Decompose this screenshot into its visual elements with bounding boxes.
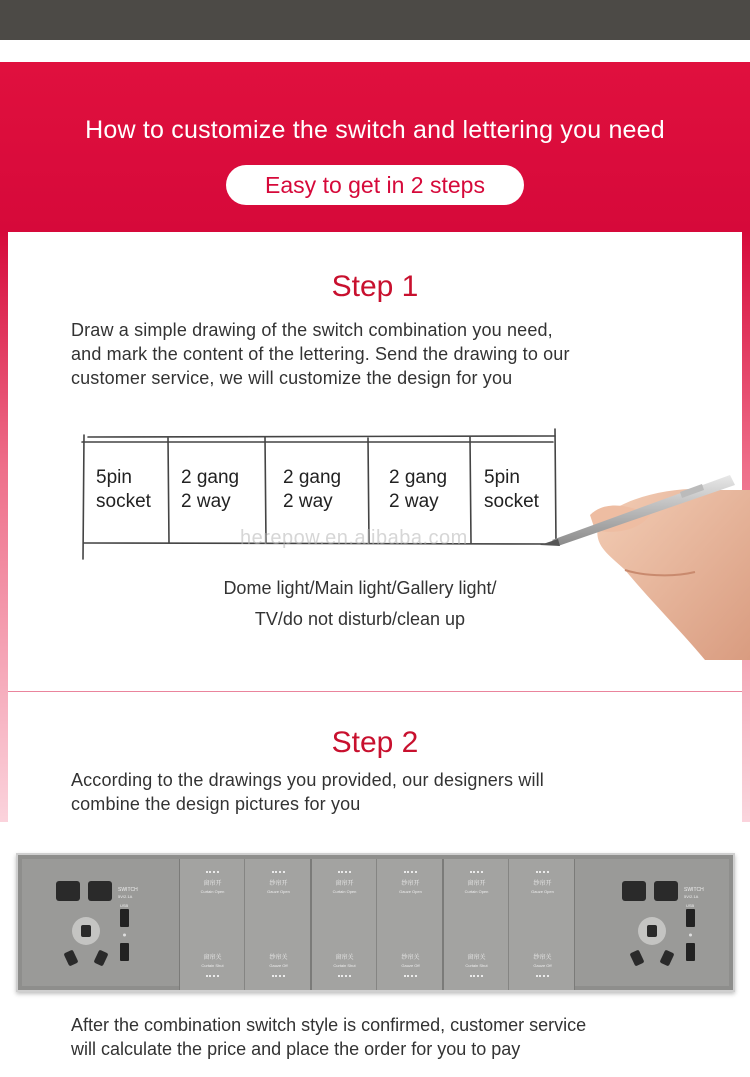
sketch-cell-4	[389, 466, 447, 514]
key-label-top-en: Curtain Open	[332, 889, 357, 894]
key-label-bottom-en: Gauze Off	[269, 963, 288, 968]
cell-label: 2 gang	[389, 467, 448, 488]
step1-caption-line: TV/do not disturb/clean up	[254, 609, 466, 629]
indicator-dots	[206, 871, 219, 873]
switch-key	[180, 859, 245, 990]
indicator-dots	[272, 975, 285, 977]
sketch-cell-2	[181, 466, 239, 514]
key-label-top-en: Curtain Open	[464, 889, 489, 894]
key-label-bottom-en: Curtain Shut	[333, 963, 356, 968]
switch-panel-image	[16, 853, 735, 992]
step2-footer	[71, 1013, 731, 1061]
switch-group-1	[179, 859, 311, 990]
step1-text-line: Draw a simple drawing of the switch combination you need,	[71, 320, 553, 340]
switch-key	[444, 859, 509, 990]
cell-label: 2 way	[181, 491, 231, 512]
step2-title: Step 2	[331, 726, 419, 759]
switch-key	[312, 859, 377, 990]
key-label-top: 窗帘开	[467, 881, 486, 887]
switch-group-2	[311, 859, 443, 990]
cell-label: 2 way	[283, 491, 333, 512]
footer-line: After the combination switch style is confirmed, customer service	[71, 1015, 587, 1035]
socket-sublabel: 5V/2.1A	[118, 894, 133, 899]
header-banner	[0, 62, 750, 232]
sketch-cell-1	[96, 466, 151, 514]
key-label-top: 窗帘开	[203, 881, 222, 887]
sketch-cell-3	[283, 466, 341, 514]
left-socket	[50, 859, 178, 990]
indicator-dots	[536, 871, 549, 873]
switch-key	[378, 859, 443, 990]
key-label-bottom: 窗帘关	[203, 955, 222, 961]
key-label-top: 纱帘开	[533, 881, 552, 887]
indicator-dots	[404, 975, 417, 977]
indicator-dots	[338, 871, 351, 873]
key-label-bottom: 窗帘关	[467, 955, 486, 961]
footer-line: will calculate the price and place the order for you to pay	[71, 1039, 521, 1059]
key-label-top: 窗帘开	[335, 881, 354, 887]
socket-sublabel: 5V/2.1A	[684, 894, 699, 899]
cell-label: 5pin	[484, 467, 520, 488]
page-title: How to customize the switch and lettering you need	[85, 116, 665, 144]
switch-key	[510, 859, 575, 990]
indicator-dots	[536, 975, 549, 977]
key-label-top: 纱帘开	[401, 881, 420, 887]
key-label-top-en: Curtain Open	[200, 889, 225, 894]
key-label-bottom-en: Gauze Off	[533, 963, 552, 968]
socket-outlets-icon	[616, 859, 744, 990]
cell-label: 2 gang	[181, 467, 240, 488]
usb-label: USB	[686, 903, 695, 908]
indicator-dots	[206, 975, 219, 977]
cell-label: 2 way	[389, 491, 439, 512]
cell-label: 5pin	[96, 467, 132, 488]
key-label-bottom-en: Curtain Shut	[201, 963, 224, 968]
key-label-bottom: 纱帘关	[269, 955, 288, 961]
cell-label: socket	[96, 491, 151, 512]
socket-label: SWITCH	[118, 887, 138, 893]
step1-text-line: and mark the content of the lettering. Send the drawing to our	[71, 344, 570, 364]
key-label-bottom: 窗帘关	[335, 955, 354, 961]
socket-label: SWITCH	[684, 887, 704, 893]
key-label-top-en: Gauze Open	[531, 889, 554, 894]
key-label-top: 纱帘开	[269, 881, 288, 887]
switch-group-3	[443, 859, 575, 990]
cell-label: 2 gang	[283, 467, 342, 488]
step1-title: Step 1	[331, 270, 419, 303]
socket-outlets-icon	[50, 859, 178, 990]
key-label-bottom-en: Curtain Shut	[465, 963, 488, 968]
key-label-top-en: Gauze Open	[267, 889, 290, 894]
indicator-dots	[338, 975, 351, 977]
section-divider	[8, 691, 742, 692]
step1-caption-line: Dome light/Main light/Gallery light/	[223, 578, 497, 598]
indicator-dots	[470, 975, 483, 977]
step2-text-line: combine the design pictures for you	[71, 794, 361, 814]
step1-text	[71, 318, 721, 390]
key-label-bottom-en: Gauze Off	[401, 963, 420, 968]
watermark: herepow.en.alibaba.com	[240, 527, 468, 549]
step2-text-line: According to the drawings you provided, our designers will	[71, 770, 544, 790]
cell-label: socket	[484, 491, 539, 512]
indicator-dots	[470, 871, 483, 873]
steps-badge: Easy to get in 2 steps	[226, 165, 524, 205]
hand-with-pen-icon	[530, 460, 750, 660]
indicator-dots	[404, 871, 417, 873]
key-label-top-en: Gauze Open	[399, 889, 422, 894]
step2-text	[71, 768, 721, 816]
key-label-bottom: 纱帘关	[533, 955, 552, 961]
key-label-bottom: 纱帘关	[401, 955, 420, 961]
switch-key	[246, 859, 311, 990]
indicator-dots	[272, 871, 285, 873]
usb-label: USB	[120, 903, 129, 908]
step1-text-line: customer service, we will customize the design for you	[71, 368, 513, 388]
right-socket	[616, 859, 744, 990]
top-bar	[0, 0, 750, 40]
panel-face	[22, 859, 729, 986]
